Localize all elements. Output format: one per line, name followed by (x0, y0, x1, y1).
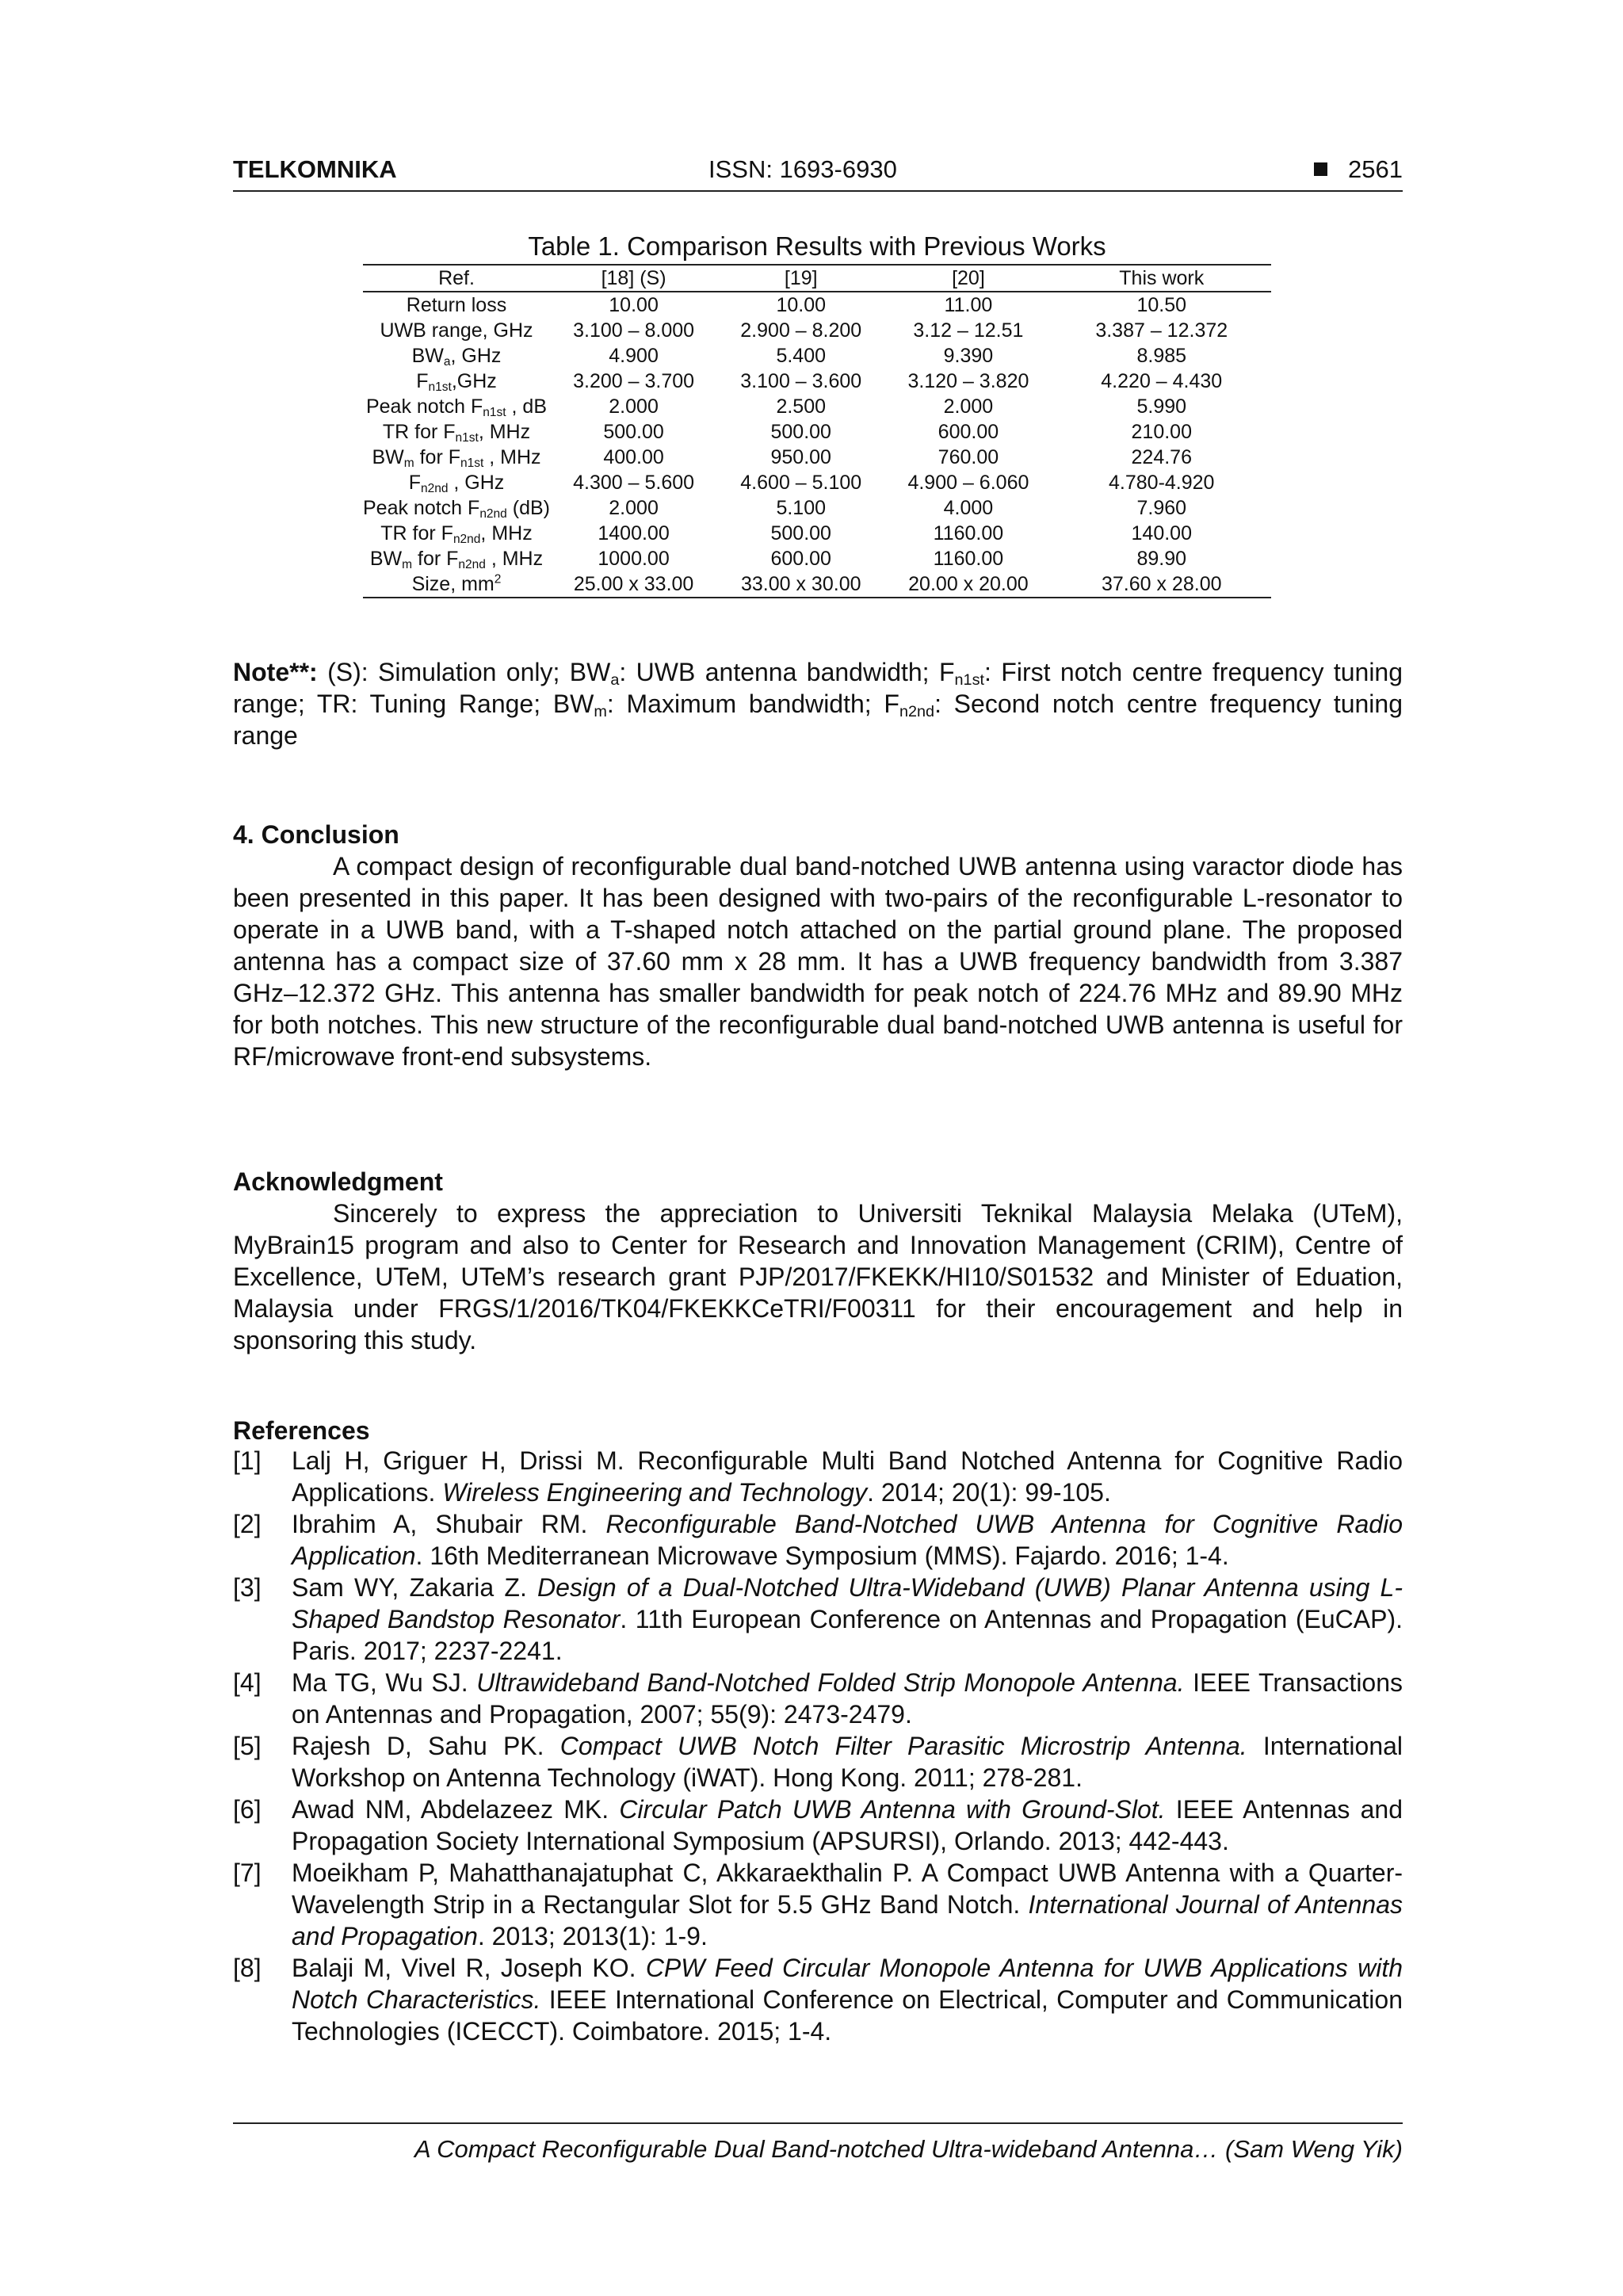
table-cell: 25.00 x 33.00 (573, 573, 694, 595)
table-cell: 5.990 (1136, 395, 1187, 418)
table-cell: 3.120 – 3.820 (907, 370, 1029, 392)
table-row (363, 292, 1271, 318)
table-cell: 1160.00 (933, 548, 1004, 570)
page-number-group (1314, 155, 1403, 184)
table-cell: 500.00 (603, 421, 664, 443)
table-cell: 37.60 x 28.00 (1101, 573, 1222, 595)
column-header: [18] (S) (601, 267, 666, 289)
page-number: 2561 (1348, 155, 1403, 183)
table-row (363, 419, 1271, 445)
column-header: [20] (952, 267, 985, 289)
row-label: $BW_a$, GHz (411, 345, 502, 369)
table-row (363, 318, 1271, 343)
table-cell: 3.200 – 3.700 (573, 370, 695, 392)
row-label: $F_{n1st},GHz$ (416, 370, 497, 394)
table-body (363, 292, 1271, 598)
table-cell: 1000.00 (598, 548, 670, 570)
running-footer: A Compact Reconfigurable Dual Band-notched Ultra-wideband Antenna… (Sam Weng Yik) (233, 2122, 1403, 2164)
acknowledgment-paragraph: Sincerely to express the appreciation to Universiti Teknikal Malaysia Melaka (UTeM), MyBrain15 program and also to Center for Research and Innovation Management (CRIM), Centre of Excellence, UTeM, UTeM’s research grant PJP/2017/FKEKK/HI10/S01532 and Minister of Eduation, Malaysia under FRGS/1/2016/TK04/FKEKKCeTRI/F00311 for their encouragement and help in sponsoring this study. (233, 1199, 1403, 1354)
references-heading: References (233, 1416, 370, 1445)
table-cell: 500.00 (770, 522, 831, 544)
table-cell: 2.900 – 8.200 (740, 319, 862, 342)
reference-item (233, 1730, 1403, 1794)
table-cell: 10.00 (776, 294, 827, 316)
table-cell: 9.390 (943, 345, 994, 367)
table-cell: 7.960 (1136, 497, 1187, 519)
table-cell: 600.00 (770, 548, 831, 570)
table-cell: 2.000 (609, 497, 659, 519)
reference-number: [3] (233, 1573, 262, 1602)
table-cell: 20.00 x 20.00 (908, 573, 1029, 595)
reference-list (233, 1445, 1403, 2047)
row-label: $F_{n2nd}$ , GHz (408, 472, 505, 495)
table-row (363, 445, 1271, 470)
table-cell: 8.985 (1136, 345, 1187, 367)
table-row (363, 521, 1271, 546)
table-cell: 3.100 – 3.600 (740, 370, 862, 392)
reference-text: Sam WY, Zakaria Z. Design of a Dual-Notched Ultra-Wideband (UWB) Planar Antenna using L-Shaped Bandstop Resonator. 11th European Conference on Antennas and Propagation (EuCAP). Paris. 2017; 2237-2241. (292, 1573, 1403, 1665)
table-cell: 2.000 (609, 395, 659, 418)
table-cell: 950.00 (770, 446, 831, 468)
reference-text: Ibrahim A, Shubair RM. Reconfigurable Band-Notched UWB Antenna for Cognitive Radio Application. 16th Mediterranean Microwave Symposium (MMS). Fajardo. 2016; 1-4. (292, 1510, 1403, 1570)
reference-text: Ma TG, Wu SJ. Ultrawideband Band-Notched Folded Strip Monopole Antenna. IEEE Transactions on Antennas and Propagation, 2007; 55(9): 2473-2479. (292, 1668, 1403, 1729)
table-cell: 3.387 – 12.372 (1095, 319, 1228, 342)
reference-text: Awad NM, Abdelazeez MK. Circular Patch UWB Antenna with Ground-Slot. IEEE Antennas and Propagation Society International Symposium (APSURSI), Orlando. 2013; 442-443. (292, 1795, 1403, 1855)
table-cell: 4.300 – 5.600 (573, 472, 695, 494)
table-cell: 4.220 – 4.430 (1101, 370, 1223, 392)
table-cell: 1400.00 (598, 522, 670, 544)
issn: ISSN: 1693-6930 (708, 155, 897, 183)
table-cell: 2.000 (943, 395, 994, 418)
table-row (363, 470, 1271, 495)
table-caption: Table 1. Comparison Results with Previous Works (528, 231, 1106, 261)
acknowledgment-heading: Acknowledgment (233, 1167, 443, 1196)
table-cell: 600.00 (938, 421, 999, 443)
reference-item (233, 1794, 1403, 1857)
table-header-row (363, 265, 1271, 292)
reference-item (233, 1952, 1403, 2047)
table-cell: 500.00 (770, 421, 831, 443)
table-cell: 4.900 – 6.060 (907, 472, 1029, 494)
note-label: Note**: (233, 658, 318, 686)
reference-number: [7] (233, 1859, 262, 1887)
table-cell: 1160.00 (933, 522, 1004, 544)
row-label: UWB range, GHz (380, 319, 533, 342)
table-cell: 140.00 (1131, 522, 1192, 544)
running-header (233, 155, 1403, 192)
table-row (363, 394, 1271, 419)
table-row (363, 571, 1271, 598)
comparison-table (363, 264, 1271, 598)
table-row (363, 343, 1271, 369)
table-cell: 5.100 (776, 497, 827, 519)
reference-item (233, 1572, 1403, 1667)
journal-name: TELKOMNIKA (233, 155, 397, 183)
column-header: Ref. (438, 267, 475, 289)
row-label: TR for $F_{n2nd}$, MHz (380, 522, 533, 546)
table-cell: 11.00 (944, 294, 993, 316)
table-cell: 10.50 (1136, 294, 1187, 316)
table-cell: 400.00 (603, 446, 664, 468)
square-bullet-icon (1314, 162, 1327, 176)
table-cell: 89.90 (1136, 548, 1187, 570)
table-row (363, 546, 1271, 571)
reference-number: [8] (233, 1954, 262, 1982)
table-cell: 224.76 (1131, 446, 1192, 468)
column-header: [19] (784, 267, 818, 289)
table-cell: 2.500 (776, 395, 827, 418)
reference-text: Moeikham P, Mahatthanajatuphat C, Akkaraekthalin P. A Compact UWB Antenna with a Quarter-Wavelength Strip in a Rectangular Slot for 5.5 GHz Band Notch. International Journal of Antennas and Propagation. 2013; 2013(1): 1-9. (292, 1859, 1403, 1950)
reference-number: [5] (233, 1732, 262, 1760)
conclusion-heading: 4. Conclusion (233, 820, 399, 849)
reference-item (233, 1667, 1403, 1730)
table-cell: 760.00 (938, 446, 999, 468)
row-label: Peak notch $F_{n2nd}$ (dB) (363, 497, 550, 521)
reference-number: [6] (233, 1795, 262, 1824)
reference-item (233, 1857, 1403, 1952)
row-label: TR for $F_{n1st}$, MHz (382, 421, 531, 445)
reference-item (233, 1445, 1403, 1508)
table-cell: 5.400 (776, 345, 827, 367)
reference-text: Lalj H, Griguer H, Drissi M. Reconfigurable Multi Band Notched Antenna for Cognitive Radio Applications. Wireless Engineering and Technology. 2014; 20(1): 99-105. (292, 1446, 1403, 1507)
table-cell: 3.12 – 12.51 (913, 319, 1024, 342)
table-cell: 33.00 x 30.00 (740, 573, 861, 595)
reference-number: [4] (233, 1668, 262, 1697)
reference-number: [2] (233, 1510, 262, 1538)
reference-item (233, 1508, 1403, 1572)
table-cell: 4.780-4.920 (1109, 472, 1215, 494)
row-label: Return loss (406, 294, 507, 316)
column-header: This work (1119, 267, 1205, 289)
table-cell: 4.900 (609, 345, 659, 367)
table-cell: 4.000 (943, 497, 994, 519)
table-cell: 4.600 – 5.100 (740, 472, 862, 494)
conclusion-paragraph: A compact design of reconfigurable dual band-notched UWB antenna using varactor diode has been presented in this paper. It has been designed with two-pairs of the reconfigurable L-resonator to operate in a UWB band, with a T-shaped notch attached on the partial ground plane. The proposed antenna has a compact size of 37.60 mm x 28 mm. It has a UWB frequency bandwidth from 3.387 GHz–12.372 GHz. This antenna has smaller bandwidth for peak notch of 224.76 MHz and 89.90 MHz for both notches. This new structure of the reconfigurable dual band-notched UWB antenna is useful for RF/microwave front-end subsystems. (233, 852, 1403, 1071)
row-label: $BW_m$ for $F_{n1st}$ , MHz (372, 446, 541, 470)
row-label: $BW_m$ for $F_{n2nd}$ , MHz (369, 548, 544, 571)
table-row (363, 369, 1271, 394)
note-text: (S): Simulation only; $BW_a$: UWB antenna bandwidth; $F_{n1st}$: First notch centre frequency tuning range; TR: Tuning Range; $BW_m$: Maximum bandwidth; $F_{n2nd}$: Second notch centre frequency tuning range (233, 658, 1403, 750)
table-cell: 10.00 (609, 294, 659, 316)
reference-number: [1] (233, 1446, 262, 1475)
reference-text: Rajesh D, Sahu PK. Compact UWB Notch Filter Parasitic Microstrip Antenna. International Workshop on Antenna Technology (iWAT). Hong Kong. 2011; 278-281. (292, 1732, 1403, 1792)
table-cell: 3.100 – 8.000 (573, 319, 695, 342)
reference-text: Balaji M, Vivel R, Joseph KO. CPW Feed Circular Monopole Antenna for UWB Applications with Notch Characteristics. IEEE International Conference on Electrical, Computer and Communication Technologies (ICECCT). Coimbatore. 2015; 1-4. (292, 1954, 1403, 2046)
row-label: Size, $mm^2$ (411, 572, 502, 595)
table-note (233, 656, 1403, 751)
row-label: Peak notch $F_{n1st}$ , dB (365, 395, 548, 419)
table-cell: 210.00 (1131, 421, 1192, 443)
table-row (363, 495, 1271, 521)
